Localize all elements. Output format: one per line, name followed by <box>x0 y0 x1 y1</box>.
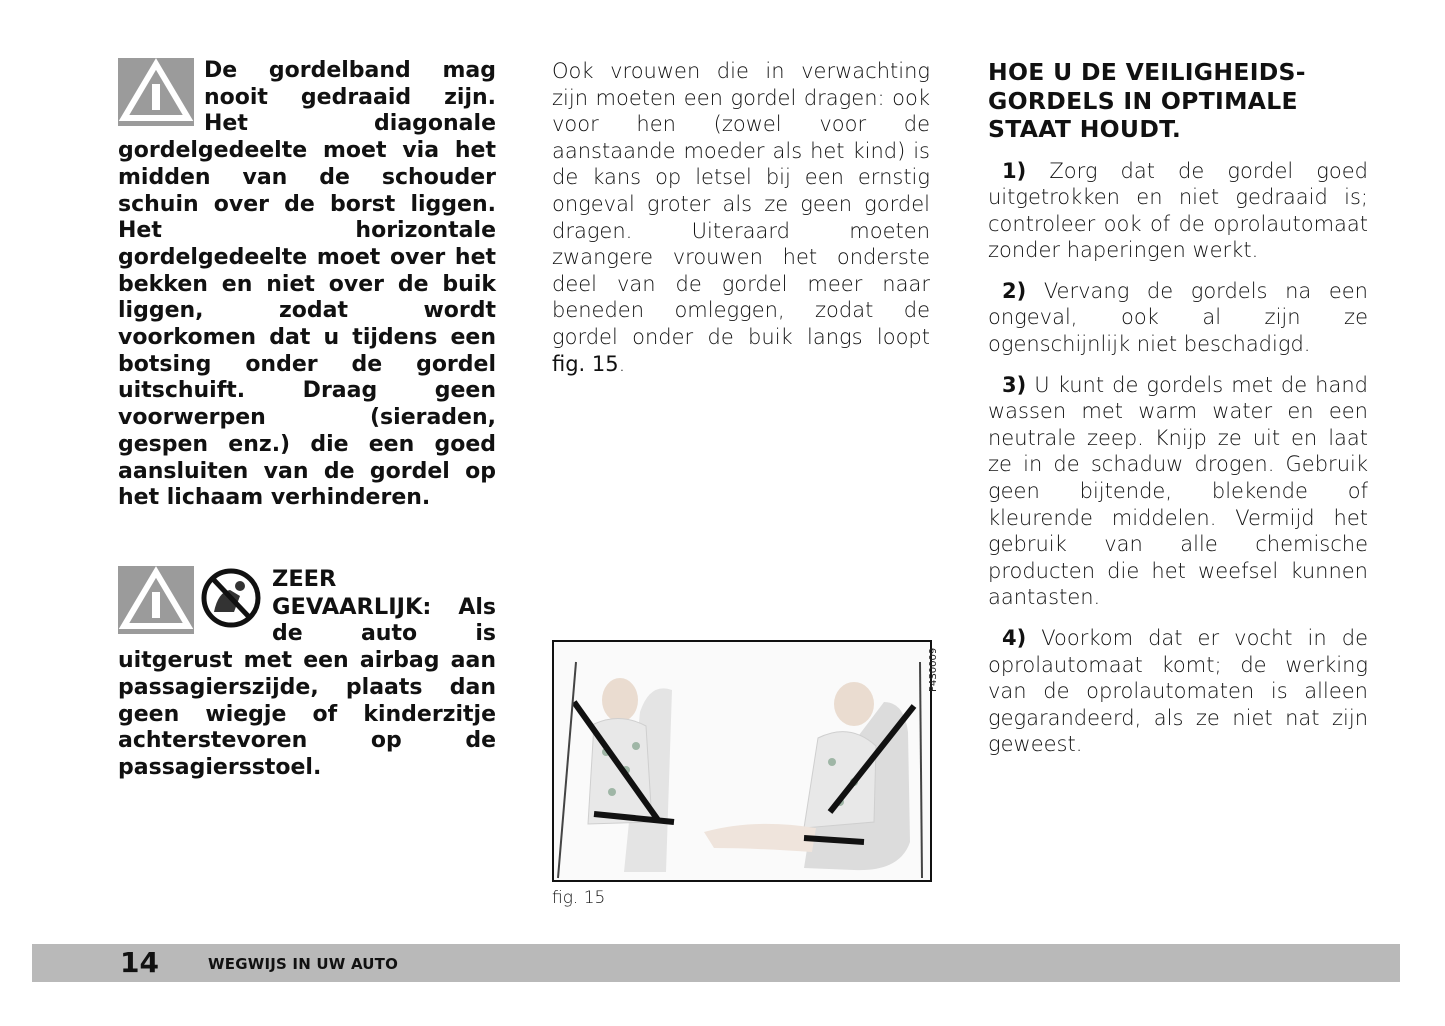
heading-line: HOE U DE VEILIGHEIDS- <box>988 58 1306 86</box>
sentence-end: . <box>618 351 626 376</box>
warning-body: Als de auto is uitgerust met een airbag aan passagierszijde, plaats dan geen wiegje of kinderzitje achterstevoren op de passagiersstoel. <box>118 594 496 780</box>
list-item <box>988 625 1368 758</box>
item-text: Zorg dat de gordel goed uitgetrokken en niet gedraaid is; controleer ook of de oprolautomaat zonder haperingen werkt. <box>988 158 1368 263</box>
pregnancy-paragraph <box>552 58 930 377</box>
warning-block-belt <box>118 58 496 512</box>
footer-section-name: WEGWIJS IN UW AUTO <box>208 955 399 973</box>
item-number: 1) <box>1002 158 1027 183</box>
no-rear-facing-seat-airbag-icon <box>200 562 262 632</box>
warning-text: De gordelband mag nooit gedraaid zijn. Het diagonale gordelgedeelte moet via het midden van de schouder schuin over de borst liggen. Het horizontale gordelgedeelte moet over het bekken en niet over de buik liggen, zodat wordt voorkomen dat u tijdens een botsing onder de gordel uitschuift. Draag geen voorwerpen (sieraden, gespen enz.) die een goed aansluiten van de gordel op het lichaam verhinderen. <box>118 58 496 511</box>
figure-reference: fig. 15 <box>552 351 619 376</box>
heading-line: STAAT HOUDT. <box>988 115 1182 143</box>
page-number: 14 <box>120 946 159 979</box>
warning-title: ZEER GEVAARLIJK: <box>272 566 432 620</box>
item-number: 2) <box>1002 278 1027 303</box>
warning-triangle-icon <box>118 58 194 126</box>
warning-triangle-icon <box>118 566 194 634</box>
figure-code: P4S0009 <box>928 647 939 692</box>
warning-block-airbag <box>118 566 496 782</box>
list-item <box>988 278 1368 358</box>
heading-line: GORDELS IN OPTIMALE <box>988 86 1298 115</box>
figure-seatbelt-illustration <box>552 640 932 882</box>
list-item <box>988 372 1368 611</box>
pregnancy-text: Ook vrouwen die in verwachting zijn moeten een gordel dragen: ook voor hen (zowel voor de aanstaande moeder als het kind) is de kans op letsel bij een ernstig ongeval groter als ze geen gordel dragen. Uiteraard moeten zwangere vrouwen het onderste deel van de gordel meer naar beneden omleggen, zodat de gordel onder de buik langs loopt <box>552 59 930 349</box>
figure-caption: fig. 15 <box>552 888 606 908</box>
item-number: 3) <box>1002 372 1027 397</box>
item-text: Voorkom dat er vocht in de oprolautomaat komt; de werking van de oprolautomaten is alleen gegarandeerd, als ze niet nat zijn geweest. <box>988 626 1368 757</box>
item-number: 4) <box>1002 626 1027 650</box>
list-item <box>988 158 1368 264</box>
pregnancy-block <box>552 58 930 377</box>
item-text: Vervang de gordels na een ongeval, ook al zijn ze ogenschijnlijk niet beschadigd. <box>988 278 1368 357</box>
item-text: U kunt de gordels met de hand wassen met warm water en een neutrale zeep. Knijp ze uit en laat ze in de schaduw drogen. Gebruik geen bijtende, blekende of kleurende middelen. Vermijd het gebruik van alle chemische producten die het weefsel kunnen aantasten. <box>988 372 1368 610</box>
maintenance-block <box>988 58 1368 772</box>
section-heading <box>988 58 1368 144</box>
